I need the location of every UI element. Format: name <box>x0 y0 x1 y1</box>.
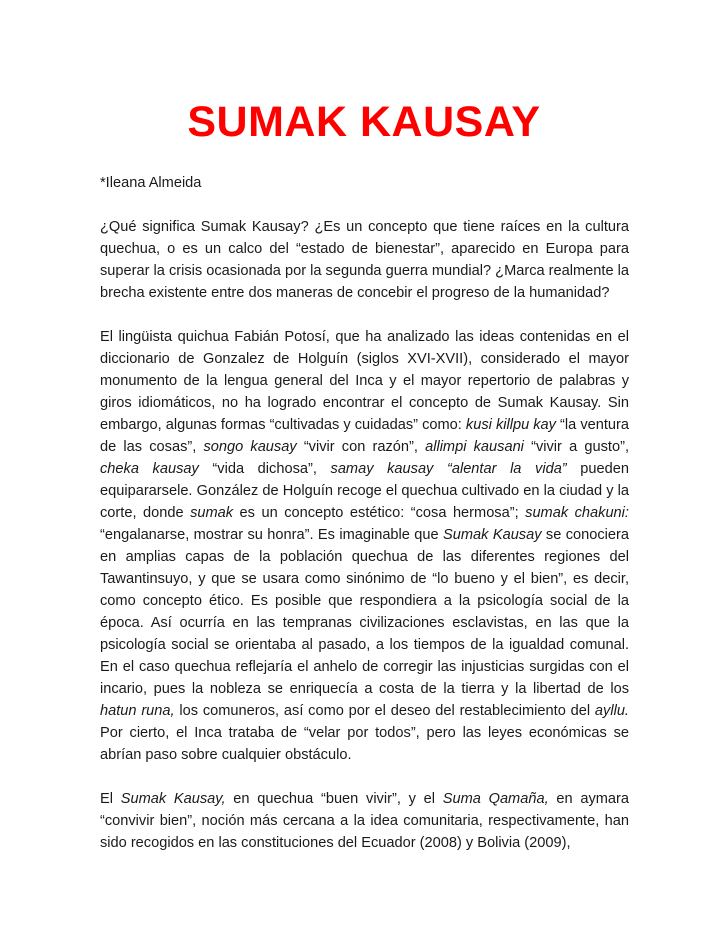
italic-text-run: ayllu. <box>594 703 629 719</box>
italic-text-run: kusi killpu kay <box>465 417 556 433</box>
italic-text-run: allimpi kausani <box>425 439 524 455</box>
page-title: SUMAK KAUSAY <box>187 98 541 146</box>
text-run: El <box>100 791 121 807</box>
paragraph <box>100 216 629 304</box>
italic-text-run: hatun runa, <box>100 703 175 719</box>
italic-text-run: samay kausay “alentar la vida” <box>330 461 567 477</box>
paragraphs-container <box>100 216 629 854</box>
italic-text-run: Suma Qamaña, <box>442 791 549 807</box>
italic-text-run: cheka kausay <box>100 461 199 477</box>
italic-text-run: sumak chakuni: <box>525 505 629 521</box>
paragraph <box>100 788 629 854</box>
text-run: los comuneros, así como por el deseo del restablecimiento del <box>174 703 595 719</box>
text-run: El lingüista quichua Fabián Potosí, que ha analizado las ideas contenidas en el diccionario de Gonzalez de Holguín (siglos XVI-XVII), considerado el mayor monumento de la lengua general del Inca y el mayor repertorio de palabras y giros idiomáticos, no ha logrado encontrar el concepto de Sumak Kausay. Sin embargo, algunas formas “cultivadas y cuidadas” como: <box>100 329 629 433</box>
text-run: pueden equipararsele. González de Holguín recoge el quechua cultivado en la ciudad y la corte, donde <box>100 461 630 521</box>
text-run: es un concepto estético: “cosa hermosa”; <box>233 505 526 521</box>
italic-text-run: songo kausay <box>203 439 297 455</box>
document-body <box>100 172 629 876</box>
text-run: en quechua “buen vivir”, y el <box>225 791 443 807</box>
italic-text-run: sumak <box>190 505 234 521</box>
text-run: “vida dichosa”, <box>198 461 331 477</box>
italic-text-run: Sumak Kausay <box>443 527 542 543</box>
text-run: “engalanarse, mostrar su honra”. Es imaginable que <box>100 527 444 543</box>
italic-text-run: Sumak Kausay, <box>120 791 226 807</box>
paragraph <box>100 326 629 766</box>
author-line: *Ileana Almeida <box>100 175 202 191</box>
text-run: “vivir a gusto”, <box>523 439 629 455</box>
text-run: “vivir con razón”, <box>296 439 426 455</box>
text-run: “la ventura de las cosas”, <box>100 417 630 455</box>
text-run: ¿Qué significa Sumak Kausay? ¿Es un concepto que tiene raíces en la cultura quechua, o es un calco del “estado de bienestar”, aparecido en Europa para superar la crisis ocasionada por la segunda guerra mundial? ¿Marca realmente la brecha existente entre dos maneras de concebir el progreso de la humanidad? <box>100 219 629 301</box>
text-run: se conociera en amplias capas de la población quechua de las diferentes regiones del Tawantinsuyo, y que se usara como sinónimo de “lo bueno y el bien”, es decir, como concepto ético. Es posible que respondiera a la psicología social de la época. Así ocurría en las tempranas civilizaciones esclavistas, en las que la psicología social se orientaba al pasado, a los tiempos de la igualdad comunal. En el caso quechua reflejaría el anhelo de corregir las injusticias surgidas con el incario, pues la nobleza se enriquecía a costa de la tierra y la libertad de los <box>100 527 629 697</box>
text-run: en aymara “convivir bien”, noción más cercana a la idea comunitaria, respectivamente, han sido recogidos en las constituciones del Ecuador (2008) y Bolivia (2009), <box>100 791 629 851</box>
text-run: Por cierto, el Inca trataba de “velar por todos”, pero las leyes económicas se abrían paso sobre cualquier obstáculo. <box>100 725 629 763</box>
